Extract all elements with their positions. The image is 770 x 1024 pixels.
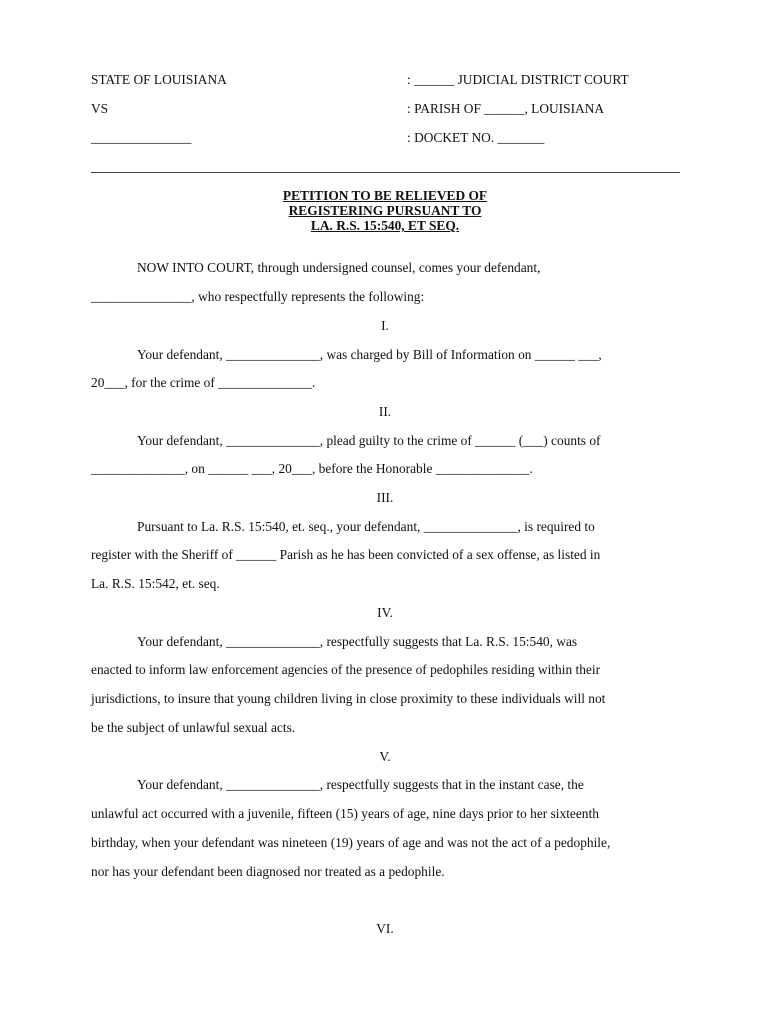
section-3-line-1: Pursuant to La. R.S. 15:540, et. seq., your defendant, ______________, is required to xyxy=(137,519,595,534)
caption-court: : ______ JUDICIAL DISTRICT COURT xyxy=(407,72,629,87)
intro-line-2: _______________, who respectfully represents the following: xyxy=(91,289,425,304)
section-number-5: V. xyxy=(379,749,391,764)
caption-docket: : DOCKET NO. _______ xyxy=(407,130,545,145)
section-2-line-2: ______________, on ______ ___, 20___, before the Honorable ______________. xyxy=(91,461,533,476)
caption-party-blank: _______________ xyxy=(91,130,192,145)
intro-line-1: NOW INTO COURT, through undersigned counsel, comes your defendant, xyxy=(137,260,541,275)
section-3-line-2: register with the Sheriff of ______ Parish as he has been convicted of a sex offense, as listed in xyxy=(91,547,601,562)
caption-vs: VS xyxy=(91,101,109,116)
section-number-4: IV. xyxy=(377,605,393,620)
title-line-2: REGISTERING PURSUANT TO xyxy=(288,203,482,218)
section-4-line-2: enacted to inform law enforcement agencies of the presence of pedophiles residing within their xyxy=(91,662,601,677)
section-1-line-1: Your defendant, ______________, was charged by Bill of Information on ______ ___, xyxy=(137,347,602,362)
section-4-line-3: jurisdictions, to insure that young children living in close proximity to these individuals will not xyxy=(91,691,606,706)
section-4-line-4: be the subject of unlawful sexual acts. xyxy=(91,720,296,735)
section-number-1: I. xyxy=(381,318,389,333)
section-1-line-2: 20___, for the crime of ______________. xyxy=(91,375,316,390)
section-number-2: II. xyxy=(378,404,392,419)
section-5-line-2: unlawful act occurred with a juvenile, fifteen (15) years of age, nine days prior to her sixteenth xyxy=(91,806,599,821)
section-3-line-3: La. R.S. 15:542, et. seq. xyxy=(91,576,220,591)
title-line-1: PETITION TO BE RELIEVED OF xyxy=(282,188,488,203)
caption-parish: : PARISH OF ______, LOUISIANA xyxy=(407,101,605,116)
section-number-6: VI. xyxy=(376,921,394,936)
section-4-line-1: Your defendant, ______________, respectfully suggests that La. R.S. 15:540, was xyxy=(137,634,578,649)
section-number-3: III. xyxy=(376,490,394,505)
section-5-line-4: nor has your defendant been diagnosed nor treated as a pedophile. xyxy=(91,864,445,879)
section-5-line-3: birthday, when your defendant was nineteen (19) years of age and was not the act of a pedophile, xyxy=(91,835,611,850)
title-line-3: LA. R.S. 15:540, ET SEQ. xyxy=(310,218,460,233)
caption-divider xyxy=(91,172,680,173)
section-5-line-1: Your defendant, ______________, respectfully suggests that in the instant case, the xyxy=(137,777,584,792)
section-2-line-1: Your defendant, ______________, plead guilty to the crime of ______ (___) counts of xyxy=(137,433,601,448)
caption-state: STATE OF LOUISIANA xyxy=(91,72,227,87)
